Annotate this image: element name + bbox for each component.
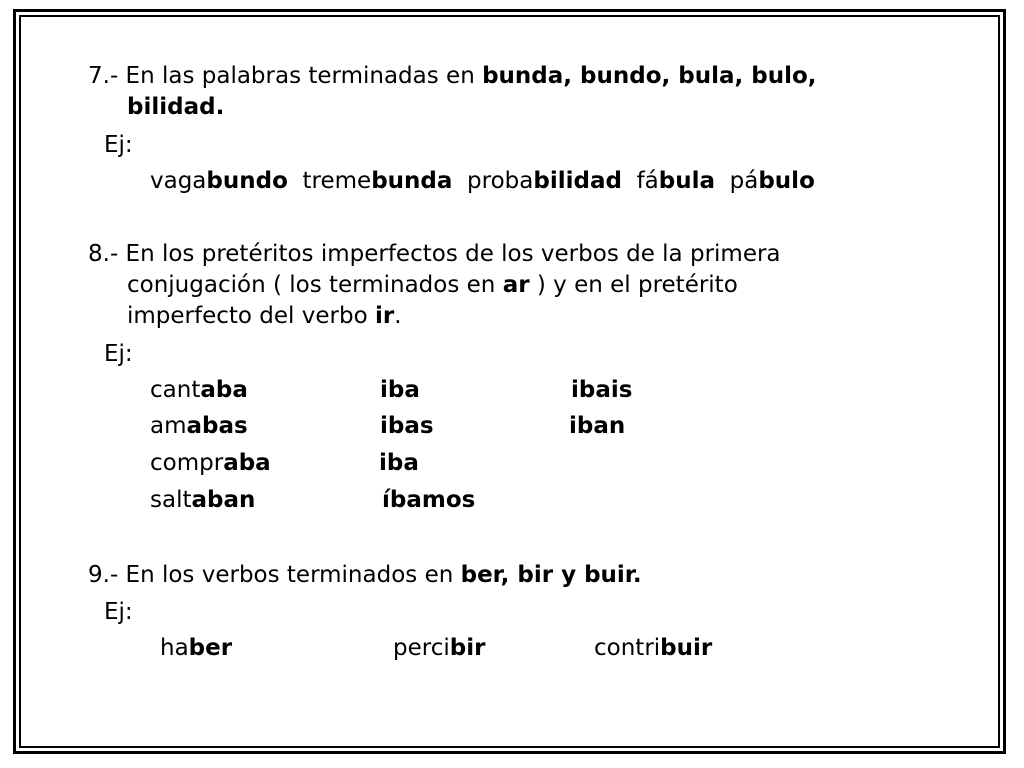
- rule7-endings-cont: bilidad.: [127, 94, 225, 120]
- rule8-col2-row4: íbamos: [382, 487, 476, 513]
- rule8-line2: conjugación ( los terminados en ar ) y en el pretérito: [127, 272, 738, 298]
- rule8-ej-label: Ej:: [104, 341, 133, 367]
- rule8-ar: ar: [502, 272, 530, 298]
- rule9-endings: ber, bir y buir.: [460, 562, 642, 588]
- rule8-col2-row2: ibas: [380, 413, 434, 439]
- example-word: pábulo: [729, 168, 815, 194]
- rule7-line1: [88, 62, 817, 90]
- rule8-col1-row1: cantaba: [150, 377, 248, 403]
- rule8-col1-row4: saltaban: [150, 487, 256, 513]
- example-word: vagabundo: [150, 168, 288, 194]
- rule7-line2: [127, 93, 224, 121]
- rule9-ej-label: Ej:: [104, 599, 133, 625]
- rule8-col3-row1: ibais: [571, 377, 633, 403]
- rule7-intro: 7.- En las palabras terminadas en: [88, 63, 483, 89]
- rule8-col1-row2: amabas: [150, 413, 248, 439]
- rule9-example-3: contribuir: [594, 635, 713, 661]
- example-word: probabilidad: [467, 168, 622, 194]
- rule8-line1: 8.- En los pretéritos imperfectos de los verbos de la primera: [88, 241, 781, 267]
- rule8-col2-row1: iba: [380, 377, 420, 403]
- rule8-col2-row3: iba: [379, 450, 419, 476]
- rule7-ej-label: Ej:: [104, 132, 133, 158]
- rule8-col1-row3: compraba: [150, 450, 271, 476]
- example-word: fábula: [636, 168, 716, 194]
- rule9-example-2: percibir: [393, 635, 486, 661]
- rule8-ir: ir: [374, 303, 395, 329]
- rule8-line3: imperfecto del verbo ir.: [127, 303, 402, 329]
- rule8-col3-row2: iban: [569, 413, 626, 439]
- example-word: tremebunda: [302, 168, 453, 194]
- rule7-endings: bunda, bundo, bula, bulo,: [482, 63, 817, 89]
- rule9-example-1: haber: [160, 635, 233, 661]
- rule7-examples: [150, 167, 815, 195]
- rule9-line1: 9.- En los verbos terminados en ber, bir y buir.: [88, 562, 642, 588]
